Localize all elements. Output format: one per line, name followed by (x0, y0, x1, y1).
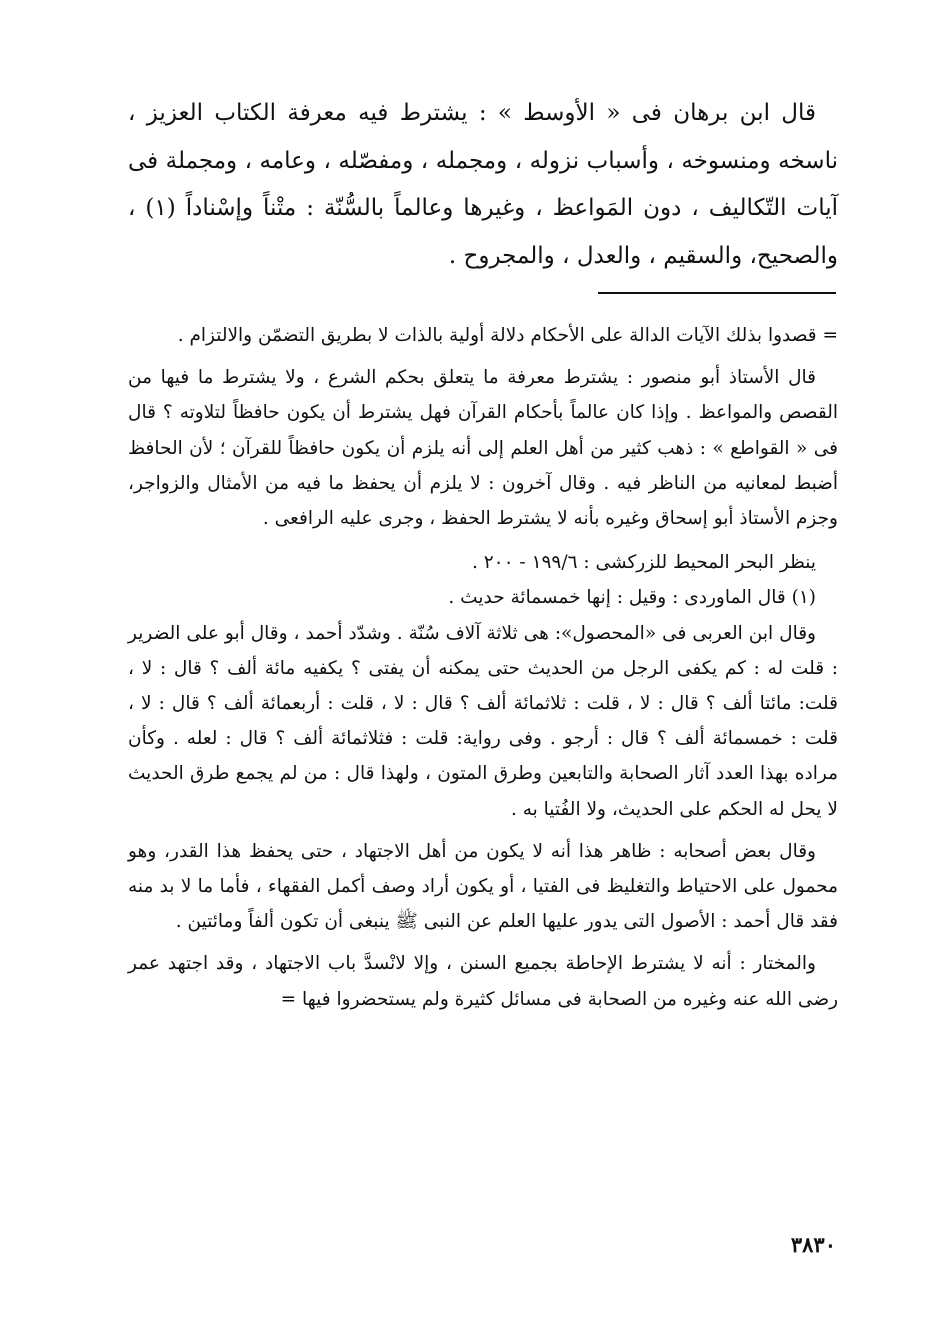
main-paragraph: قال ابن برهان فى « الأوسط » : يشترط فيه معرفة الكتاب العزيز ، ناسخه ومنسوخه ، وأسباب نزوله ، ومجمله ، ومفصّله ، وعامه ، ومجملة فى آيات التّكاليف ، دون المَواعظ ، وغيرها وعالماً بالسُّنّة : متْناً وإسْناداً (١) ، والصحيح، والسقيم ، والعدل ، والمجروح . (128, 100, 838, 269)
footnote-paragraph: وقال بعض أصحابه : ظاهر هذا أنه لا يكون من أهل الاجتهاد ، حتى يحفظ هذا القدر، وهو محمول على الاحتياط والتغليظ فى الفتيا ، أو يكون أراد وصف أكمل الفقهاء ، فأما ما لا بد منه فقد قال أحمد : الأصول التى يدور عليها العلم عن النبى ﷺ ينبغى أن تكون ألفاً ومائتين . (128, 840, 838, 933)
footnote-paragraph: وقال ابن العربى فى «المحصول»: هى ثلاثة آلاف سُنّة . وشدّد أحمد ، وقال أبو على الضرير : قلت له : كم يكفى الرجل من الحديث حتى يمكنه أن يفتى ؟ يكفيه مائة ألف ؟ قال : لا ، قلت: مائتا ألف ؟ قال : لا ، قلت : ثلاثمائة ألف ؟ قال : لا ، قلت : أربعمائة ألف ؟ قال : لا ، قلت : خمسمائة ألف ؟ قال : أرجو . وفى رواية: قلت : فثلاثمائة ألف ؟ قال : لعله . وكأن مراده بهذا العدد آثار الصحابة والتابعين وطرق المتون ، ولهذا قال : من لم يجمع طرق الحديث لا يحل له الحكم على الحديث، ولا الفُتيا به . (128, 622, 838, 820)
page-number: ٣٨٣٠ (790, 1232, 836, 1257)
main-text (128, 90, 838, 280)
footnote-paragraph: والمختار : أنه لا يشترط الإحاطة بجميع السنن ، وإلا لانْسدَّ باب الاجتهاد ، وقد اجتهد عمر رضى الله عنه وغيره من الصحابة فى مسائل كثيرة ولم يستحضروا فيها = (128, 953, 838, 1010)
footnote-continuation: = قصدوا بذلك الآيات الدالة على الأحكام دلالة أولية بالذات لا بطريق التضمّن والالتزام . (177, 325, 838, 346)
footnote-reference: ينظر البحر المحيط للزركشى : ١٩٩/٦ - ٢٠٠ . (471, 552, 816, 574)
footnotes (128, 318, 838, 1017)
footnote-divider (598, 292, 836, 294)
footnote-paragraph: قال الأستاذ أبو منصور : يشترط معرفة ما يتعلق بحكم الشرع ، ولا يشترط ما فيها من القصص والمواعظ . وإذا كان عالماً بأحكام القرآن فهل يشترط أن يكون حافظاً لتلاوته ؟ قال فى « القواطع » : ذهب كثير من أهل العلم إلى أنه يلزم أن يكون حافظاً للقرآن ؛ لأن الحافظ أضبط لمعانيه من الناظر فيه . وقال آخرون : لا يلزم أن يحفظ ما فيه من الأمثال والزواجر، وجزم الأستاذ أبو إسحاق وغيره بأنه لا يشترط الحفظ ، وجرى عليه الرافعى . (128, 367, 838, 530)
footnote-1: (١) قال الماوردى : وقيل : إنها خمسمائة حديث . (448, 587, 816, 609)
